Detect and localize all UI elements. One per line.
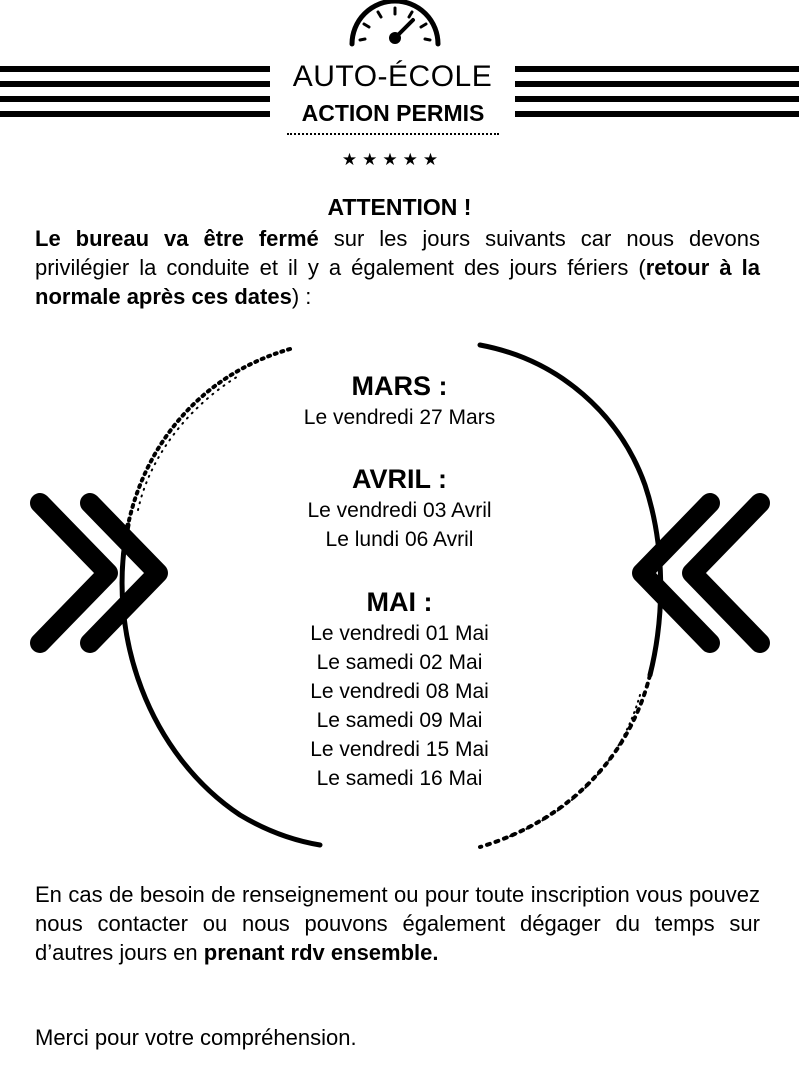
closed-date: Le lundi 06 Avril bbox=[325, 528, 474, 551]
intro-bold-return: retour à la normale après ces dates bbox=[35, 255, 760, 309]
month-block-avril bbox=[200, 462, 599, 554]
closing-thanks: Merci pour votre compréhension. bbox=[35, 1025, 357, 1050]
intro-text-end: ) : bbox=[291, 284, 312, 309]
rating-stars: ★★★★★ bbox=[341, 150, 444, 169]
closed-date: Le vendredi 08 Mai bbox=[310, 680, 489, 703]
contact-bold-end: prenant rdv ensemble. bbox=[203, 940, 439, 965]
closed-date: Le vendredi 01 Mai bbox=[310, 622, 489, 645]
contact-text: En cas de besoin de renseignement ou pour toute inscription vous pouvez nous contacter ou nous pouvons également dégager du temps sur d’autres jours en bbox=[35, 882, 760, 965]
attention-heading: ATTENTION ! bbox=[327, 194, 472, 220]
closed-date: Le samedi 16 Mai bbox=[316, 767, 483, 790]
month-title: MAI : bbox=[366, 587, 433, 617]
month-block-mai bbox=[200, 585, 599, 793]
contact-paragraph bbox=[35, 880, 760, 967]
closed-date: Le samedi 02 Mai bbox=[316, 651, 483, 674]
speedometer-icon bbox=[340, 0, 450, 50]
closed-date: Le samedi 09 Mai bbox=[316, 709, 483, 732]
decorative-stripes-left bbox=[0, 66, 270, 122]
month-block-mars bbox=[200, 369, 599, 432]
chevron-right-double-icon bbox=[40, 503, 158, 643]
decorative-stripes-right bbox=[515, 66, 799, 122]
brand-name-line1: AUTO-ÉCOLE bbox=[292, 60, 493, 93]
brand-dotted-underline bbox=[287, 133, 499, 135]
month-title: MARS : bbox=[351, 371, 448, 401]
intro-text-middle: sur les jours suivants car nous devons privilégier la conduite et il y a également des jours fériers ( bbox=[35, 226, 760, 280]
closed-date: Le vendredi 15 Mai bbox=[310, 738, 489, 761]
intro-bold-lead: Le bureau va être fermé bbox=[35, 226, 319, 251]
intro-paragraph bbox=[35, 224, 760, 311]
closed-date: Le vendredi 03 Avril bbox=[307, 499, 492, 522]
brand-name-line2: ACTION PERMIS bbox=[301, 100, 485, 126]
month-title: AVRIL : bbox=[351, 464, 447, 494]
closed-date: Le vendredi 27 Mars bbox=[303, 406, 496, 429]
